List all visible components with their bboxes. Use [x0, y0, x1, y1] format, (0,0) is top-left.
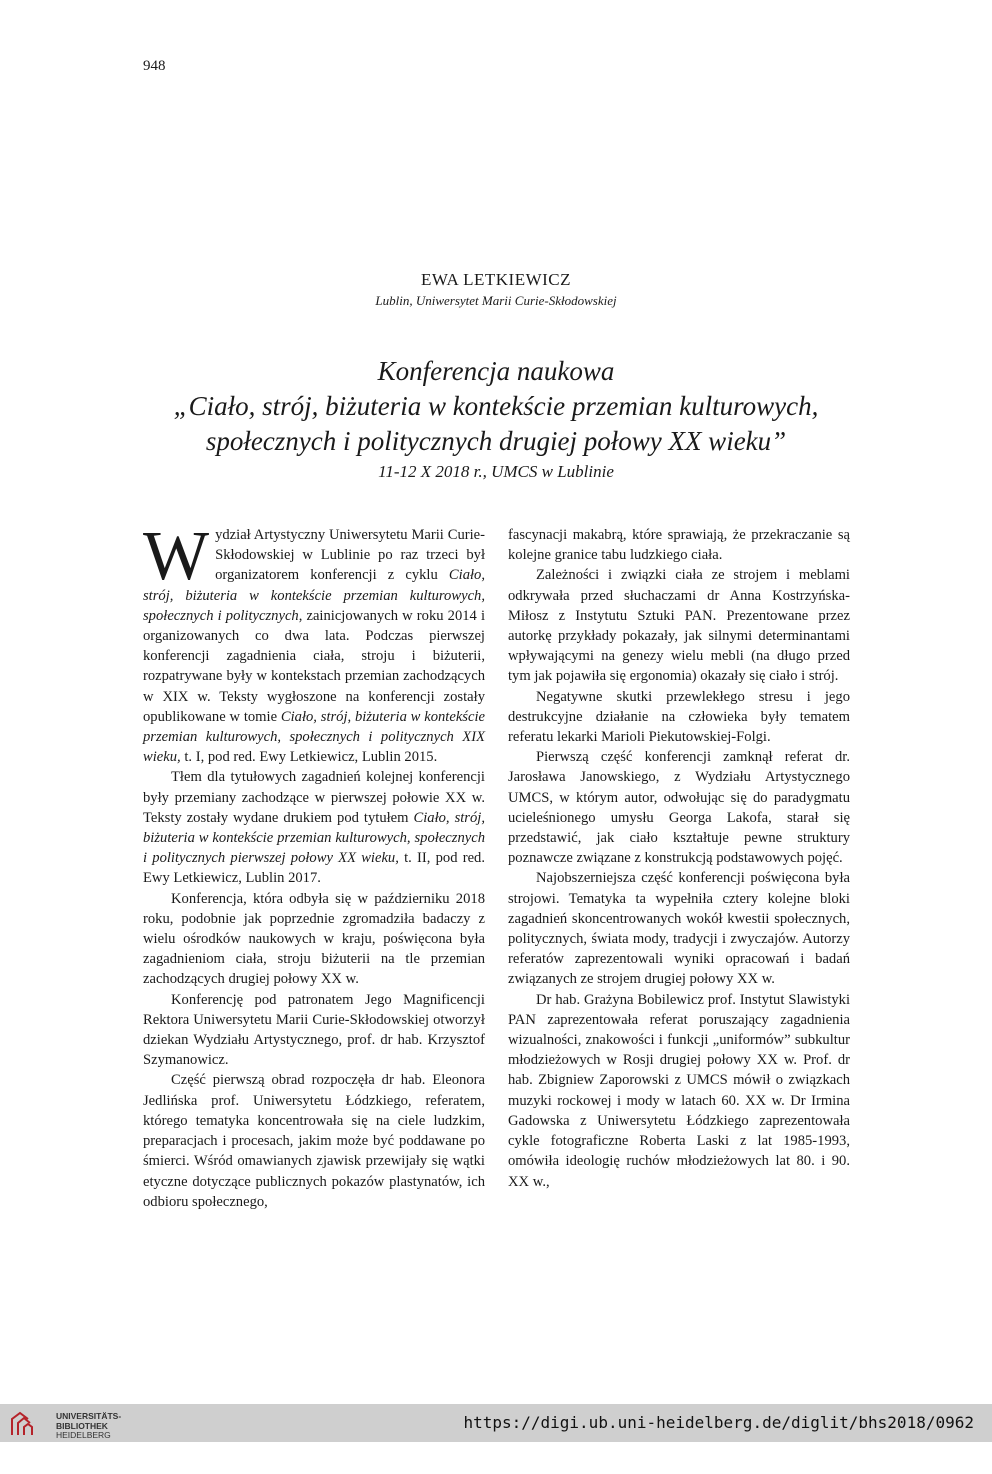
paragraph: Zależności i związki ciała ze strojem i meblami odkrywała przed słuchaczami dr Anna Kostrzyńska-Miłosz z Instytutu Sztuki PAN. Prezentowane przez autorkę przykłady pokazały, jak silnymi determinantami wpływającymi na genezy wielu mebli (na długo przed tym jak pojawiła się ergonomia) okazały się ciało i strój.: [508, 567, 850, 685]
paragraph: Pierwszą część konferencji zamknął referat dr. Jarosława Janowskiego, z Wydziału Artystycznego UMCS, w którym autor, odwołując się do paradygmatu ucieleśnionego umysłu Georga Lakofa, starał się przedstawić, jak ciało kształtuje pewne struktury poznawcze związane z konstrukcją podstawowych pojęć.: [508, 749, 850, 867]
author-name: EWA LETKIEWICZ: [420, 270, 572, 289]
author-affiliation: Lublin, Uniwersytet Marii Curie-Skłodowskiej: [375, 293, 617, 308]
paragraph: Tłem dla tytułowych zagadnień kolejnej konferencji były przemiany zachodzące w pierwszej połowie XX w. Teksty zostały wydane drukiem pod tytułem Ciało, strój, biżuteria w kontekście przemian kulturowych, społecznych i politycznych pierwszej połowy XX wieku, t. II, pod red. Ewy Letkiewicz, Lublin 2017.: [143, 769, 485, 887]
article-title: [0, 354, 992, 484]
paragraph: fascynacji makabrą, które sprawiają, że przekraczanie są kolejne granice tabu ludzkiego ciała.: [508, 527, 850, 564]
conference-dates: 11-12 X 2018 r., UMCS w Lublinie: [378, 462, 614, 481]
source-url-link[interactable]: https://digi.ub.uni-heidelberg.de/diglit/bhs2018/0962: [463, 1413, 974, 1432]
paragraph: Negatywne skutki przewlekłego stresu i jego destrukcyjne działanie na człowieka były tematem referatu lekarki Marioli Piekutowskiej-Folgi.: [508, 688, 850, 746]
right-column: [508, 525, 850, 1192]
footer-bar: [0, 1404, 992, 1442]
paragraph: Konferencję pod patronatem Jego Magnificencji Rektora Uniwersytetu Marii Curie-Skłodowskiej otworzył dziekan Wydziału Artystycznego, prof. dr hab. Krzysztof Szymanowicz.: [143, 991, 485, 1069]
drop-cap: W: [143, 518, 210, 595]
library-name: UNIVERSITÄTS- BIBLIOTHEK HEIDELBERG: [56, 1411, 122, 1440]
page-number: 948: [143, 58, 166, 74]
paragraph: Najobszerniejsza część konferencji poświęcona była strojowi. Tematyka ta wypełniła cztery kolejne bloki zagadnień skoncentrowanych wokół kwestii społecznych, politycznych, świata mody, tradycji i zwyczajów. Autorzy referatów zaprezentowali wyniki opracowań i badań związanych ze strojem drugiej połowy XX w.: [508, 870, 850, 988]
library-logo-icon: [10, 1411, 46, 1437]
title-line-1: Konferencja naukowa: [377, 356, 615, 386]
title-line-3: społecznych i politycznych drugiej połowy XX wieku”: [205, 426, 787, 456]
title-line-2: „Ciało, strój, biżuteria w kontekście przemian kulturowych,: [173, 391, 819, 421]
left-column: [143, 518, 485, 1212]
paragraph: Część pierwszą obrad rozpoczęła dr hab. Eleonora Jedlińska prof. Uniwersytetu Łódzkiego, referatem, którego tematyka koncentrowała się na ciele ludzkim, preparacjach i procesach, jakim może być poddawane po śmierci. Wśród omawianych zjawisk przewijały się wątki etyczne dotyczące publicznych pokazów plastynatów, ich odbioru społecznego,: [143, 1072, 485, 1210]
paragraph: Wydział Artystyczny Uniwersytetu Marii Curie-Skłodowskiej w Lublinie po raz trzeci był organizatorem konferencji z cyklu Ciało, strój, biżuteria w kontekście przemian kulturowych, społecznych i politycznych, zainicjowanych w roku 2014 i organizowanych co dwa lata. Podczas pierwszej konferencji zagadnienia ciała, stroju i biżuterii, rozpatrywane były w kontekstach przemian zachodzących w XIX w. Teksty wygłoszone na konferencji zostały opublikowane w tomie Ciało, strój, biżuteria w kontekście przemian kulturowych, społecznych i politycznych XIX wieku, t. I, pod red. Ewy Letkiewicz, Lublin 2015.: [143, 518, 485, 766]
paragraph: Konferencja, która odbyła się w październiku 2018 roku, podobnie jak poprzednie zgromadziła badaczy z wielu ośrodków naukowych w kraju, poświęcona była zagadnieniom ciała, stroju biżuterii na tle przemian zachodzących drugiej połowy XX w.: [143, 890, 485, 988]
paragraph: Dr hab. Grażyna Bobilewicz prof. Instytut Slawistyki PAN zaprezentowała referat poruszający zagadnienia wizualności, znakowości i funkcji „uniformów” subkultur młodzieżowych w Rosji drugiej połowy XX w. Prof. dr hab. Zbigniew Zaporowski z UMCS mówił o związkach muzyki rockowej i mody w latach 60. XX w. Dr Irmina Gadowska z Uniwersytetu Łódzkiego zaprezentowała cykle fotograficzne Roberta Laski z lat 1985-1993, omówiła ideologię ruchów młodzieżowych lat 80. i 90. XX w.,: [508, 991, 850, 1190]
